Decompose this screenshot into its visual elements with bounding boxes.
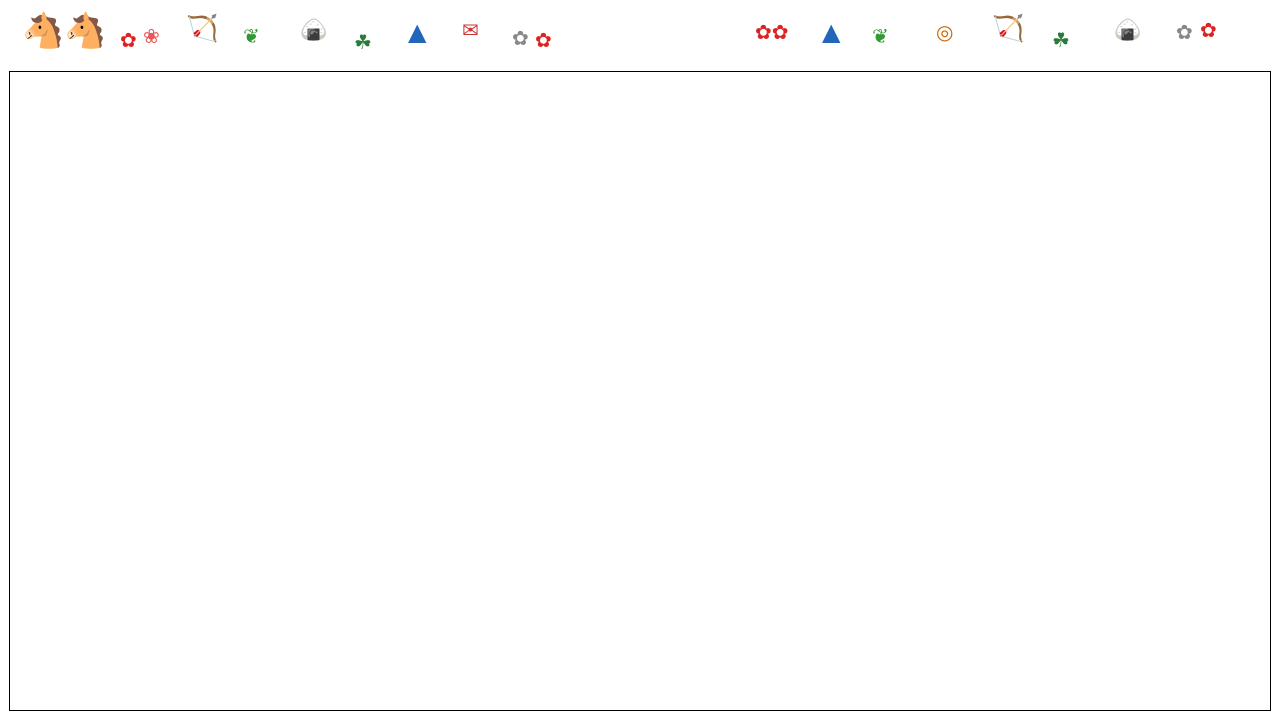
bamboo-icon: ❦ xyxy=(872,24,889,48)
pine-icon: ☘ xyxy=(354,30,372,54)
plum-flower-icon: ❀ xyxy=(143,24,160,48)
plum-flower-icon: ✿ xyxy=(120,28,137,52)
spinning-top-icon: ◎ xyxy=(936,20,954,44)
hamaya-arrow-icon: 🏹 xyxy=(186,14,219,44)
plum-flower-icon: ✿✿ xyxy=(755,20,789,44)
kagami-mochi-icon: 🍙 xyxy=(1114,18,1142,43)
horse-couple-icon: 🐴🐴 xyxy=(22,11,107,51)
plum-flower-icon: ✿ xyxy=(1176,20,1193,44)
mount-fuji-icon: ▲ xyxy=(822,18,841,46)
bamboo-icon: ❦ xyxy=(243,24,260,48)
hamaya-arrow-icon: 🏹 xyxy=(992,14,1025,44)
plum-flower-icon: ✿ xyxy=(1200,18,1217,42)
kagami-mochi-icon: 🍙 xyxy=(300,18,328,43)
menu-calendar xyxy=(9,71,1271,711)
pochi-envelope-icon: ✉ xyxy=(462,18,479,42)
pine-icon: ☘ xyxy=(1052,28,1070,52)
plum-flower-icon: ✿ xyxy=(512,26,529,50)
plum-flower-icon: ✿ xyxy=(535,28,552,52)
mount-fuji-icon: ▲ xyxy=(408,18,427,46)
header xyxy=(0,0,1280,68)
